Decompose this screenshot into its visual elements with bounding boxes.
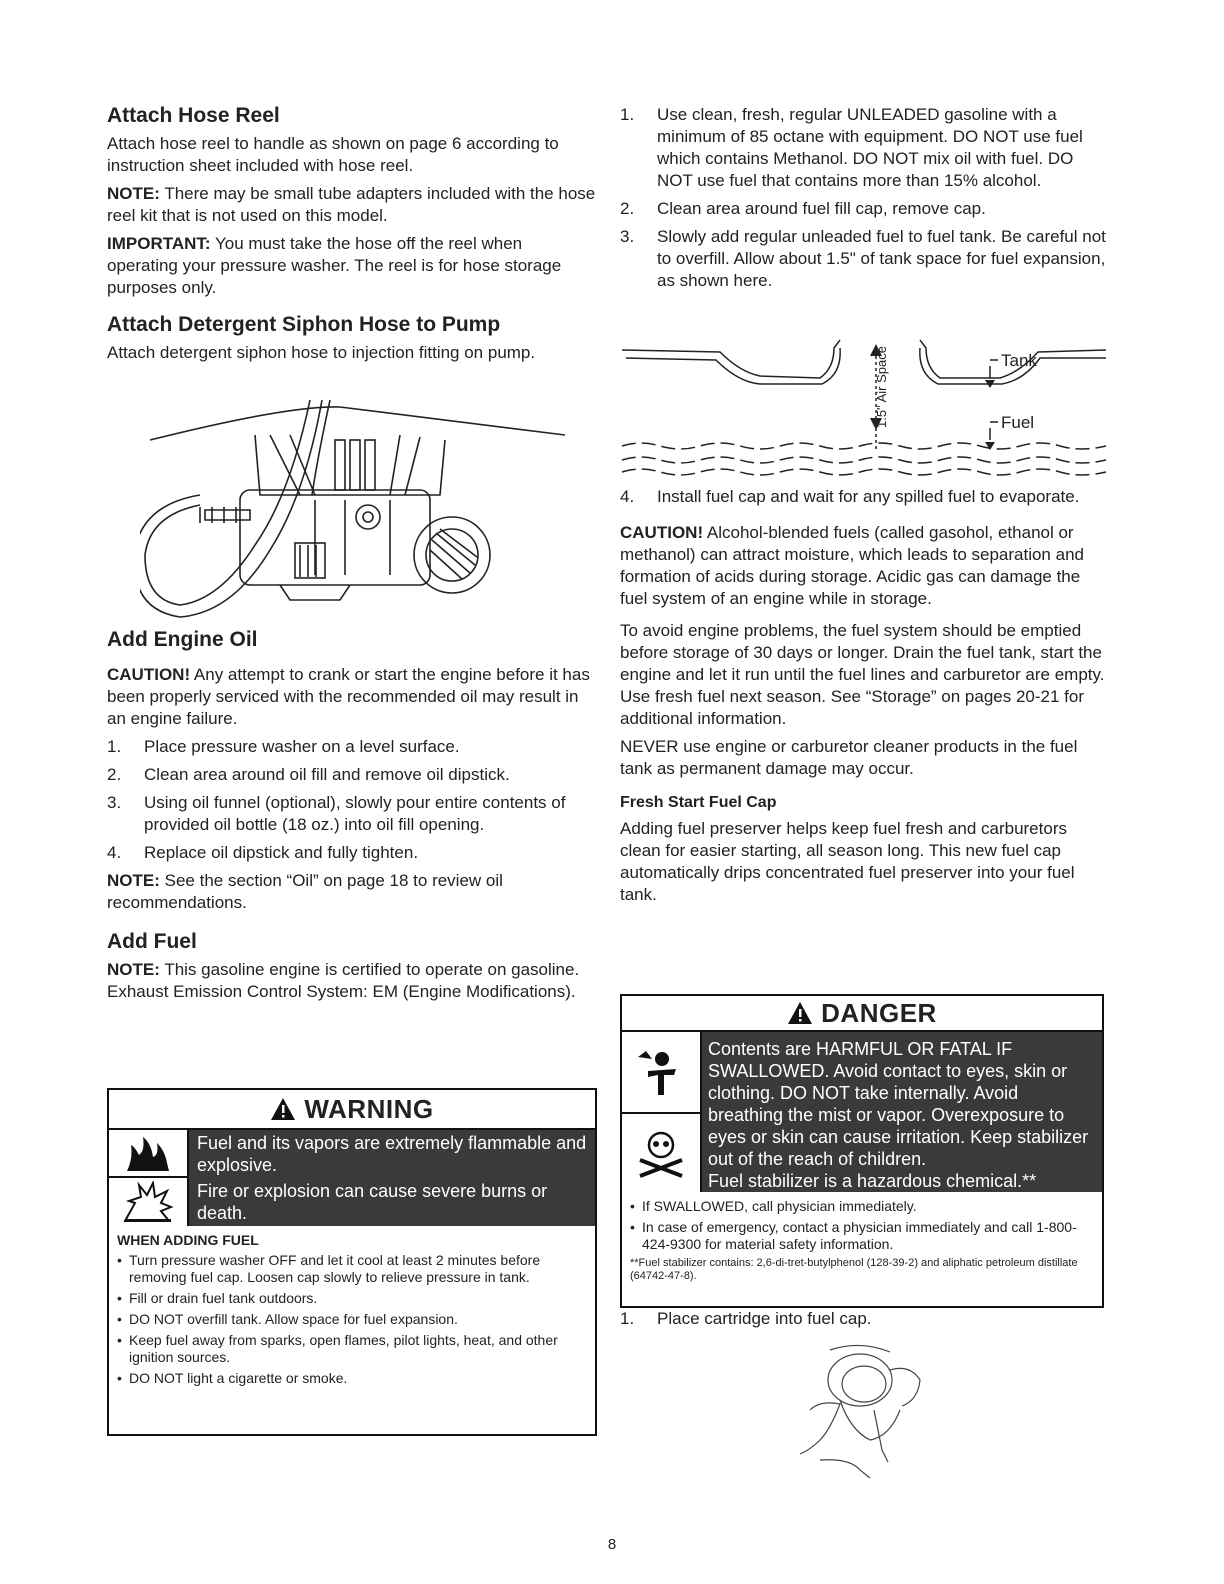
- never-text: NEVER use engine or carburetor cleaner products in the fuel tank as permanent damage may occur.: [620, 737, 1078, 778]
- list-item: [620, 198, 1106, 220]
- caution-label: CAUTION!: [107, 665, 191, 684]
- cartridge-steps: [620, 1308, 1106, 1330]
- step-text: Clean area around fuel fill cap, remove cap.: [657, 199, 986, 218]
- pump-illustration: [140, 395, 570, 640]
- note-text: See the section “Oil” on page 18 to review oil recommendations.: [107, 871, 503, 912]
- warning-hazard-band: [109, 1130, 595, 1226]
- step-text: Use clean, fresh, regular UNLEADED gasoline with a minimum of 85 octane with equipment. DO NOT use fuel which contains Methanol. DO NOT mix oil with fuel. DO NOT use fuel that contains more than 15% alcohol.: [657, 105, 1083, 190]
- hose-reel-heading: Attach Hose Reel: [107, 104, 280, 127]
- warning-box: [107, 1088, 597, 1436]
- warning-title-bar: [109, 1090, 595, 1130]
- warning-bullets: [109, 1252, 595, 1387]
- warning-title: WARNING: [304, 1094, 434, 1124]
- engine-oil-caution: [107, 664, 597, 730]
- add-fuel-heading: Add Fuel: [107, 930, 197, 953]
- danger-hazard-band: [622, 1032, 1102, 1192]
- hose-reel-note: [107, 183, 597, 227]
- step-number: 4.: [620, 487, 635, 506]
- list-item: [107, 736, 597, 758]
- page-number: 8: [607, 1536, 617, 1553]
- danger-footnote: **Fuel stabilizer contains: 2,6-di-tret-butylphenol (128-39-2) and aliphatic petroleum distillate (64742-47-8).: [630, 1257, 1078, 1282]
- important-label: IMPORTANT:: [107, 234, 211, 253]
- step-text: Slowly add regular unleaded fuel to fuel tank. Be careful not to overfill. Allow about 1.5" of tank space for fuel expansion, as shown here.: [657, 227, 1106, 290]
- fresh-start-heading: Fresh Start Fuel Cap: [620, 794, 777, 811]
- caution-text: Any attempt to crank or start the engine before it has been properly serviced with the recommended oil may result in an engine failure.: [107, 665, 590, 728]
- note-label: NOTE:: [107, 871, 160, 890]
- danger-title: DANGER: [821, 998, 937, 1028]
- siphon-text: Attach detergent siphon hose to injection fitting on pump.: [107, 343, 536, 362]
- list-item: [107, 792, 597, 836]
- fuel-tank-diagram: [620, 338, 1110, 483]
- step-text: Place cartridge into fuel cap.: [657, 1309, 872, 1328]
- fuel-label: Fuel: [1001, 413, 1035, 432]
- warning-hazard-text: [197, 1132, 589, 1224]
- list-item: [107, 842, 597, 864]
- fuel-steps-a: [620, 104, 1106, 292]
- step-text: Replace oil dipstick and fully tighten.: [144, 843, 419, 862]
- step-number: 3.: [107, 793, 122, 812]
- siphon-heading: Attach Detergent Siphon Hose to Pump: [107, 313, 501, 336]
- step-text: Install fuel cap and wait for any spilled fuel to evaporate.: [657, 487, 1080, 506]
- step-number: 4.: [107, 843, 122, 862]
- step-number: 1.: [620, 1309, 635, 1328]
- left-column-lower: [107, 628, 597, 1009]
- warning-triangle-icon: [270, 1097, 296, 1121]
- right-column: [620, 104, 1106, 298]
- list-item: [107, 764, 597, 786]
- caution-text: Alcohol-blended fuels (called gasohol, ethanol or methanol) can attract moisture, which leads to separation and formation of acids during storage. Acidic gas can damage the fuel system of an engine while in storage.: [620, 523, 1084, 608]
- note-text: This gasoline engine is certified to operate on gasoline. Exhaust Emission Control System: EM (Engine Modifications).: [107, 960, 580, 1001]
- skull-crossbones-icon: [622, 1114, 702, 1192]
- hose-reel-text: Attach hose reel to handle as shown on page 6 according to instruction sheet included with hose reel.: [107, 134, 559, 175]
- flame-icon: [109, 1130, 189, 1178]
- warning-subheading: WHEN ADDING FUEL: [117, 1232, 259, 1248]
- list-item: • Keep fuel away from sparks, open flames, pilot lights, heat, and other ignition sources.: [117, 1332, 587, 1366]
- tank-label: Tank: [1001, 351, 1037, 370]
- list-item: [620, 104, 1106, 192]
- step-number: 1.: [620, 105, 635, 124]
- danger-text-2: Fuel stabilizer is a hazardous chemical.**: [708, 1171, 1037, 1191]
- list-item: • Turn pressure washer OFF and let it cool at least 2 minutes before removing fuel cap. Loosen cap slowly to relieve pressure in tank.: [117, 1252, 587, 1286]
- engine-oil-steps: [107, 736, 597, 864]
- step-number: 3.: [620, 227, 635, 246]
- note-text: There may be small tube adapters included with the hose reel kit that is not used on this model.: [107, 184, 596, 225]
- danger-title-bar: [622, 996, 1102, 1032]
- storage-text: To avoid engine problems, the fuel system should be emptied before storage of 30 days or longer. Drain the fuel tank, start the engine and let it run until the fuel lines and carburetor are empty. Use fresh fuel next season. See “Storage” on pages 20-21 for additional information.: [620, 621, 1105, 728]
- note-label: NOTE:: [107, 960, 160, 979]
- step-number: 2.: [620, 199, 635, 218]
- list-item: • DO NOT overfill tank. Allow space for fuel expansion.: [117, 1311, 587, 1328]
- fuel-steps-b: [620, 486, 1106, 508]
- warning-line-2: Fire or explosion can cause severe burns or death.: [197, 1181, 548, 1223]
- right-column-middle: [620, 486, 1106, 912]
- engine-oil-heading: Add Engine Oil: [107, 628, 258, 651]
- list-item: [620, 1308, 1106, 1330]
- step-text: Place pressure washer on a level surface.: [144, 737, 460, 756]
- danger-hazard-text: [708, 1038, 1096, 1192]
- list-item: [620, 486, 1106, 508]
- step-text: Using oil funnel (optional), slowly pour entire contents of provided oil bottle (18 oz.) into oil fill opening.: [144, 793, 566, 834]
- important-text: You must take the hose off the reel when operating your pressure washer. The reel is for hose storage purposes only.: [107, 234, 562, 297]
- fuel-cap-illustration: [790, 1340, 940, 1485]
- danger-triangle-icon: [787, 1001, 813, 1025]
- list-item: • If SWALLOWED, call physician immediately.: [630, 1198, 1094, 1215]
- hose-reel-important: [107, 233, 597, 299]
- danger-text: Contents are HARMFUL OR FATAL IF SWALLOWED. Avoid contact to eyes, skin or clothing. DO NOT take internally. Avoid breathing the mist or vapor. Overexposure to eyes or skin can cause irritation. Keep stabilizer out of the reach of children.: [708, 1039, 1089, 1169]
- engine-oil-note: [107, 870, 597, 914]
- caution-label: CAUTION!: [620, 523, 704, 542]
- danger-box: [620, 994, 1104, 1308]
- list-item: • DO NOT light a cigarette or smoke.: [117, 1370, 587, 1387]
- step-number: 1.: [107, 737, 122, 756]
- corrosive-hazard-icon: [622, 1032, 702, 1114]
- step-number: 2.: [107, 765, 122, 784]
- warning-line-1: Fuel and its vapors are extremely flammable and explosive.: [197, 1133, 587, 1175]
- note-label: NOTE:: [107, 184, 160, 203]
- air-space-label: 1.5" Air Space: [874, 346, 889, 428]
- fresh-start-text: Adding fuel preserver helps keep fuel fresh and carburetors clean for easier starting, all season long. This new fuel cap automatically drips concentrated fuel preserver into your fuel tank.: [620, 819, 1075, 904]
- fuel-caution: [620, 522, 1106, 610]
- list-item: • Fill or drain fuel tank outdoors.: [117, 1290, 587, 1307]
- right-column-lower: [620, 1308, 1106, 1336]
- left-column: [107, 104, 597, 370]
- list-item: • In case of emergency, contact a physician immediately and call 1-800-424-9300 for material safety information.: [630, 1219, 1094, 1253]
- explosion-icon: [109, 1178, 189, 1226]
- step-text: Clean area around oil fill and remove oil dipstick.: [144, 765, 510, 784]
- danger-bullets: [622, 1198, 1102, 1253]
- add-fuel-note: [107, 959, 597, 1003]
- list-item: [620, 226, 1106, 292]
